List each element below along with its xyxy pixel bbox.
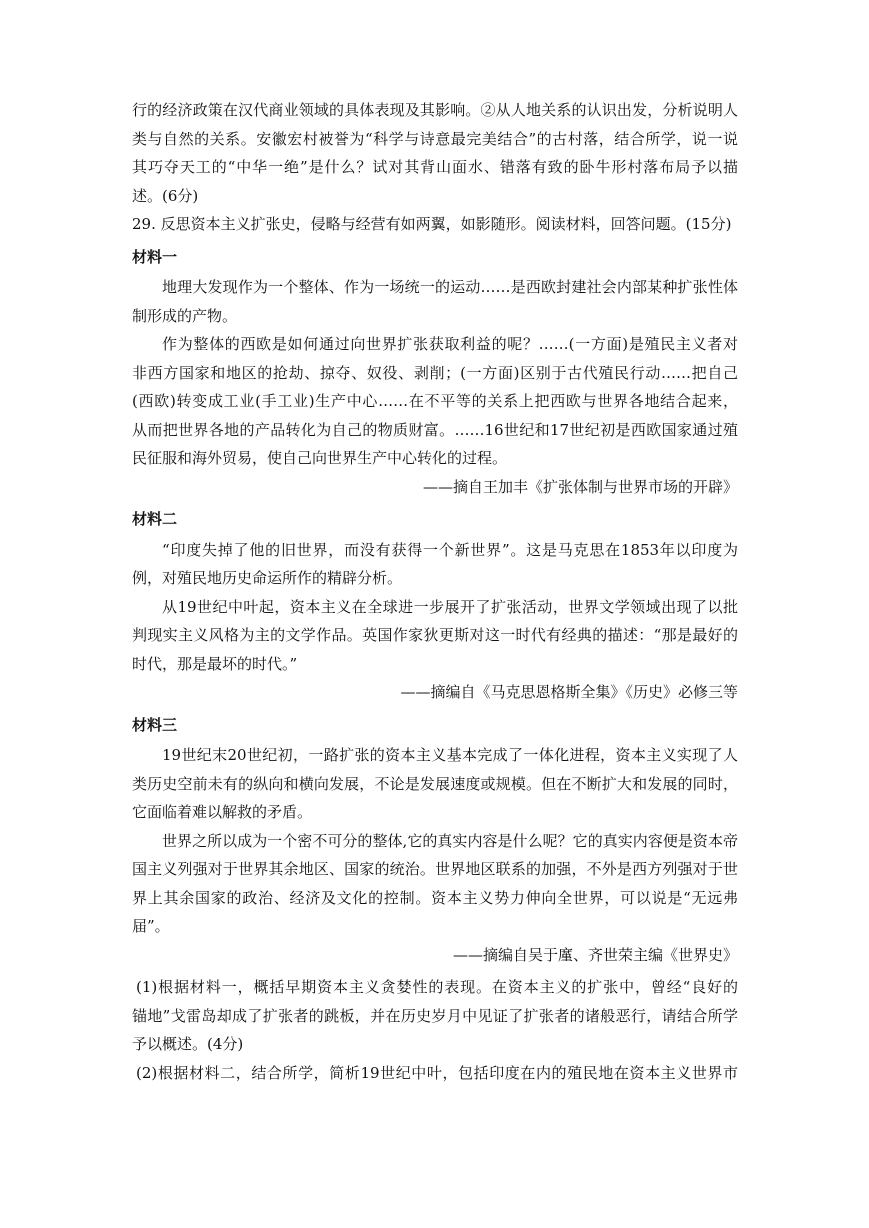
text-line: 界上其余国家的政治、经济及文化的控制。资本主义势力伸向全世界，可以说是“无远弗 [132, 888, 738, 907]
text-line: 19世纪末20世纪初，一路扩张的资本主义基本完成了一体化进程，资本主义实现了人 [162, 746, 738, 764]
text-line: 判现实主义风格为主的文学作品。英国作家狄更斯对这一时代有经典的描述：“那是最好的 [132, 626, 738, 644]
sub-question-1 [132, 973, 738, 1059]
text-line: 作为整体的西欧是如何通过向世界扩张获取利益的呢？……(一方面)是殖民主义者对 [162, 335, 738, 353]
text-line: 类历史空前未有的纵向和横向发展，不论是发展速度或规模。但在不断扩大和发展的同时， [132, 774, 738, 793]
material-3 [132, 711, 738, 970]
material-source: ——摘自王加丰《扩张体制与世界市场的开辟》 [422, 477, 738, 496]
text-line: 地理大发现作为一个整体、作为一场统一的运动……是西欧封建社会内部某种扩张性体 [162, 278, 738, 296]
text-line: 时代，那是最坏的时代。” [132, 654, 298, 673]
text-line: 它面临着难以解救的矛盾。 [132, 803, 313, 821]
material-source: ——摘编自《马克思恩格斯全集》《历史》必修三等 [400, 683, 738, 701]
question-29-title: 29. 反思资本主义扩张史，侵略与经营有如两翼，如影随形。阅读材料，回答问题。(15分) [132, 215, 732, 233]
exam-page [132, 96, 738, 1087]
text-line: (2)根据材料二，结合所学，简析19世纪中叶，包括印度在内的殖民地在资本主义世界市 [136, 1063, 738, 1082]
text-line: 例，对殖民地历史命运所作的精辟分析。 [132, 569, 403, 587]
text-line: 民征服和海外贸易，使自己向世界生产中心转化的过程。 [132, 449, 508, 467]
material-source: ——摘编自吴于廑、齐世荣主编《世界史》 [452, 945, 738, 964]
text-line: (1)根据材料一，概括早期资本主义贪婪性的表现。在资本主义的扩张中，曾经“良好的 [136, 978, 738, 996]
text-line: 国主义列强对于世界其余地区、国家的统治。世界地区联系的加强，不外是西方列强对于世 [132, 860, 738, 878]
text-line: 世界之所以成为一个密不可分的整体,它的真实内容是什么呢？它的真实内容便是资本帝 [162, 831, 738, 850]
text-line: “印度失掉了他的旧世界，而没有获得一个新世界”。这是马克思在1853年以印度为 [162, 540, 738, 559]
material-heading: 材料一 [132, 247, 178, 266]
text-line: 其巧夺天工的“中华一绝”是什么？试对其背山面水、错落有致的卧牛形村落布局予以描 [132, 158, 738, 176]
text-line: 行的经济政策在汉代商业领域的具体表现及其影响。②从人地关系的认识出发，分析说明人 [132, 101, 738, 119]
sub-question-2 [132, 1059, 738, 1088]
text-line: 届”。 [132, 917, 170, 935]
text-line: 述。(6分) [132, 186, 199, 205]
text-line: 类与自然的关系。安徽宏村被誉为“科学与诗意最完美结合”的古村落，结合所学，说一说 [132, 129, 738, 148]
text-line: (西欧)转变成工业(手工业)生产中心……在不平等的关系上把西欧与世界各地结合起来， [132, 392, 738, 410]
material-heading: 材料三 [132, 715, 178, 734]
text-line: 从而把世界各地的产品转化为自己的物质财富。……16世纪和17世纪初是西欧国家通过殖 [132, 420, 738, 439]
text-line: 制形成的产物。 [132, 306, 238, 325]
text-line: 锚地”戈雷岛却成了扩张者的跳板，并在历史岁月中见证了扩张者的诸般恶行，请结合所学 [132, 1006, 738, 1025]
text-line: 予以概述。(4分) [132, 1035, 244, 1053]
material-2 [132, 505, 738, 707]
material-1 [132, 243, 738, 502]
text-line: 非西方国家和地区的抢劫、掠夺、奴役、剥削；(一方面)区别于古代殖民行动……把自己 [132, 363, 738, 382]
material-heading: 材料二 [132, 510, 178, 528]
intro-question [132, 96, 738, 210]
text-line: 从19世纪中叶起，资本主义在全球进一步展开了扩张活动，世界文学领域出现了以批 [162, 597, 738, 616]
